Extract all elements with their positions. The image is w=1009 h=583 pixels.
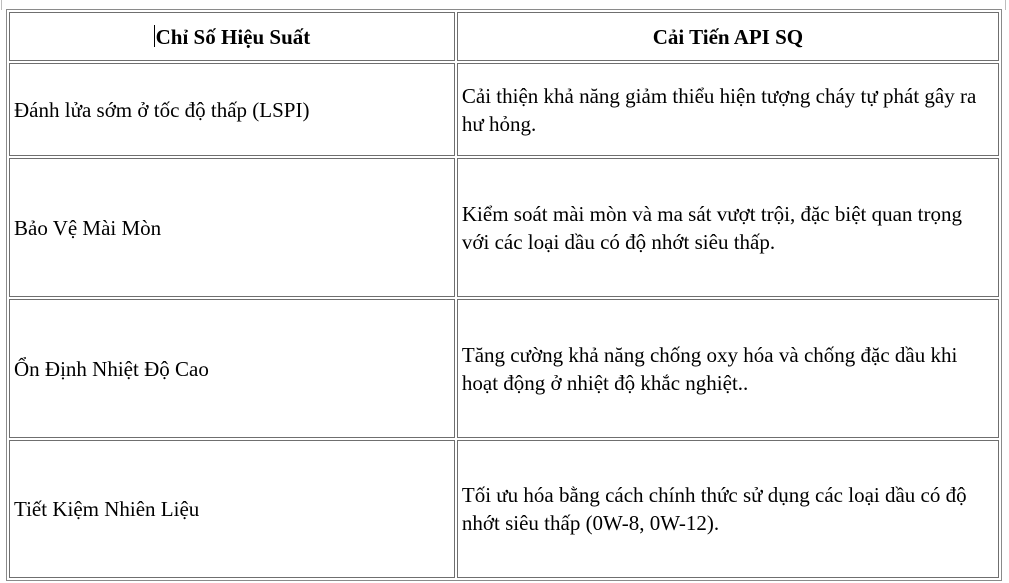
header-improvement-label: Cải Tiến API SQ [652, 24, 804, 49]
metric-cell[interactable] [9, 299, 455, 438]
improvement-text: Tối ưu hóa bằng cách chính thức sử dụng các loại dầu có độ nhớt siêu thấp (0W-8, 0W-12). [461, 483, 967, 535]
table-row [9, 440, 999, 578]
table-row [9, 299, 999, 438]
header-cell-improvement[interactable] [457, 12, 999, 61]
page-edge-mark-left [1, 0, 2, 10]
header-cell-metric[interactable] [9, 12, 455, 61]
metric-cell[interactable] [9, 63, 455, 156]
improvement-cell[interactable] [457, 440, 999, 578]
table-row [9, 63, 999, 156]
metric-text: Bảo Vệ Mài Mòn [14, 215, 162, 240]
metric-cell[interactable] [9, 158, 455, 297]
metric-text: Ổn Định Nhiệt Độ Cao [14, 356, 209, 381]
text-cursor [154, 25, 155, 47]
performance-table [6, 9, 1002, 581]
improvement-text: Tăng cường khả năng chống oxy hóa và chống đặc dầu khi hoạt động ở nhiệt độ khắc nghiệt.. [461, 342, 958, 395]
page-edge-mark-right [1005, 0, 1006, 10]
header-metric-label: Chỉ Số Hiệu Suất [155, 24, 311, 49]
improvement-cell[interactable] [457, 63, 999, 156]
improvement-text: Cải thiện khả năng giảm thiểu hiện tượng cháy tự phát gây ra hư hỏng. [461, 83, 977, 136]
metric-cell[interactable] [9, 440, 455, 578]
table-header-row [9, 12, 999, 61]
improvement-cell[interactable] [457, 158, 999, 297]
metric-text: Đánh lửa sớm ở tốc độ thấp (LSPI) [14, 97, 310, 122]
metric-text: Tiết Kiệm Nhiên Liệu [14, 497, 200, 521]
improvement-cell[interactable] [457, 299, 999, 438]
table-row [9, 158, 999, 297]
improvement-text: Kiểm soát mài mòn và ma sát vượt trội, đặc biệt quan trọng với các loại dầu có độ nhớt siêu thấp. [461, 201, 963, 254]
